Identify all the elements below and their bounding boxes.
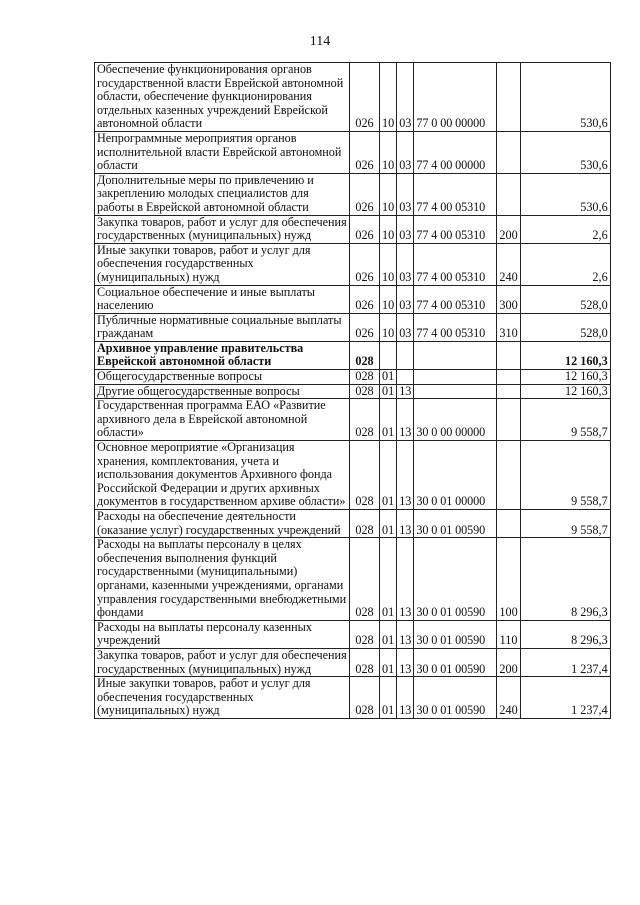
cell-expense-type — [497, 341, 520, 369]
cell-subsection: 03 — [397, 173, 414, 215]
cell-section: 01 — [380, 677, 397, 719]
cell-section: 10 — [380, 313, 397, 341]
cell-expense-type: 240 — [497, 677, 520, 719]
cell-target-article: 30 0 01 00590 — [414, 620, 497, 648]
table-row — [95, 677, 611, 719]
cell-expense-type: 110 — [497, 620, 520, 648]
cell-subsection: 13 — [397, 620, 414, 648]
cell-amount: 2,6 — [520, 215, 610, 243]
cell-expense-type — [497, 173, 520, 215]
cell-name: Другие общегосударственные вопросы — [95, 384, 350, 399]
table-row — [95, 620, 611, 648]
cell-amount: 1 237,4 — [520, 648, 610, 676]
cell-amount: 8 296,3 — [520, 538, 610, 621]
cell-target-article: 77 0 00 00000 — [414, 63, 497, 132]
cell-amount: 1 237,4 — [520, 677, 610, 719]
cell-target-article — [414, 370, 497, 385]
cell-expense-type — [497, 63, 520, 132]
cell-name: Общегосударственные вопросы — [95, 370, 350, 385]
table-row — [95, 441, 611, 510]
cell-admin-code: 028 — [350, 441, 380, 510]
cell-admin-code: 028 — [350, 510, 380, 538]
cell-amount: 530,6 — [520, 173, 610, 215]
cell-target-article: 30 0 00 00000 — [414, 399, 497, 441]
cell-amount: 12 160,3 — [520, 384, 610, 399]
cell-subsection: 03 — [397, 313, 414, 341]
table-row — [95, 313, 611, 341]
table-row — [95, 215, 611, 243]
budget-table — [94, 62, 611, 719]
cell-target-article: 77 4 00 05310 — [414, 285, 497, 313]
cell-name: Архивное управление правительства Еврейской автономной области — [95, 341, 350, 369]
cell-target-article: 77 4 00 05310 — [414, 215, 497, 243]
cell-target-article — [414, 384, 497, 399]
cell-section — [380, 341, 397, 369]
cell-name: Закупка товаров, работ и услуг для обеспечения государственных (муниципальных) нужд — [95, 648, 350, 676]
cell-amount: 530,6 — [520, 131, 610, 173]
cell-admin-code: 026 — [350, 243, 380, 285]
cell-section: 01 — [380, 510, 397, 538]
cell-name: Государственная программа ЕАО «Развитие архивного дела в Еврейской автономной области» — [95, 399, 350, 441]
cell-section: 01 — [380, 648, 397, 676]
cell-name: Основное мероприятие «Организация хранения, комплектования, учета и использования документов Архивного фонда Российской Федерации и других архивных документов в государственном архиве области» — [95, 441, 350, 510]
cell-name: Закупка товаров, работ и услуг для обеспечения государственных (муниципальных) нужд — [95, 215, 350, 243]
cell-target-article: 77 4 00 05310 — [414, 243, 497, 285]
cell-amount: 12 160,3 — [520, 370, 610, 385]
cell-amount: 8 296,3 — [520, 620, 610, 648]
cell-expense-type — [497, 131, 520, 173]
cell-subsection: 03 — [397, 243, 414, 285]
cell-admin-code: 028 — [350, 648, 380, 676]
cell-expense-type: 300 — [497, 285, 520, 313]
cell-section: 01 — [380, 399, 397, 441]
cell-expense-type — [497, 370, 520, 385]
cell-admin-code: 026 — [350, 285, 380, 313]
cell-name: Дополнительные меры по привлечению и закреплению молодых специалистов для работы в Еврейской автономной области — [95, 173, 350, 215]
cell-name: Непрограммные мероприятия органов исполнительной власти Еврейской автономной области — [95, 131, 350, 173]
table-row — [95, 341, 611, 369]
cell-name: Иные закупки товаров, работ и услуг для обеспечения государственных (муниципальных) нужд — [95, 243, 350, 285]
table-row — [95, 399, 611, 441]
page-number: 114 — [309, 34, 331, 49]
cell-section: 01 — [380, 384, 397, 399]
cell-name: Социальное обеспечение и иные выплаты населению — [95, 285, 350, 313]
cell-admin-code: 028 — [350, 370, 380, 385]
cell-name: Расходы на обеспечение деятельности (оказание услуг) государственных учреждений — [95, 510, 350, 538]
cell-name: Расходы на выплаты персоналу казенных учреждений — [95, 620, 350, 648]
cell-subsection: 13 — [397, 384, 414, 399]
cell-subsection: 13 — [397, 677, 414, 719]
cell-amount: 9 558,7 — [520, 510, 610, 538]
table-row — [95, 285, 611, 313]
cell-subsection — [397, 370, 414, 385]
table-row — [95, 63, 611, 132]
cell-target-article: 77 4 00 05310 — [414, 173, 497, 215]
cell-section: 10 — [380, 63, 397, 132]
cell-amount: 9 558,7 — [520, 399, 610, 441]
cell-admin-code: 026 — [350, 215, 380, 243]
table-row — [95, 243, 611, 285]
cell-expense-type: 310 — [497, 313, 520, 341]
cell-admin-code: 028 — [350, 677, 380, 719]
cell-section: 01 — [380, 620, 397, 648]
cell-section: 01 — [380, 441, 397, 510]
table-row — [95, 173, 611, 215]
cell-expense-type — [497, 384, 520, 399]
cell-name: Иные закупки товаров, работ и услуг для обеспечения государственных (муниципальных) нужд — [95, 677, 350, 719]
cell-admin-code: 028 — [350, 538, 380, 621]
cell-target-article: 30 0 01 00000 — [414, 441, 497, 510]
cell-section: 10 — [380, 131, 397, 173]
cell-subsection: 03 — [397, 285, 414, 313]
cell-subsection: 13 — [397, 510, 414, 538]
cell-expense-type — [497, 399, 520, 441]
cell-expense-type: 200 — [497, 648, 520, 676]
cell-target-article: 30 0 01 00590 — [414, 510, 497, 538]
cell-subsection: 03 — [397, 63, 414, 132]
cell-admin-code: 028 — [350, 620, 380, 648]
cell-admin-code: 026 — [350, 131, 380, 173]
table-row — [95, 384, 611, 399]
cell-admin-code: 028 — [350, 399, 380, 441]
cell-expense-type — [497, 510, 520, 538]
cell-admin-code: 028 — [350, 341, 380, 369]
table-row — [95, 370, 611, 385]
cell-name: Обеспечение функционирования органов государственной власти Еврейской автономной области, обеспечение функционирования отдельных казенных учреждений Еврейской автономной области — [95, 63, 350, 132]
cell-target-article: 77 4 00 00000 — [414, 131, 497, 173]
cell-subsection: 03 — [397, 131, 414, 173]
cell-admin-code: 026 — [350, 313, 380, 341]
cell-admin-code: 026 — [350, 63, 380, 132]
cell-name: Публичные нормативные социальные выплаты гражданам — [95, 313, 350, 341]
cell-target-article: 30 0 01 00590 — [414, 538, 497, 621]
cell-target-article: 30 0 01 00590 — [414, 648, 497, 676]
cell-amount: 528,0 — [520, 285, 610, 313]
cell-section: 01 — [380, 538, 397, 621]
cell-expense-type: 100 — [497, 538, 520, 621]
cell-subsection: 13 — [397, 538, 414, 621]
cell-section: 01 — [380, 370, 397, 385]
cell-target-article: 30 0 01 00590 — [414, 677, 497, 719]
cell-section: 10 — [380, 243, 397, 285]
cell-target-article — [414, 341, 497, 369]
cell-expense-type — [497, 441, 520, 510]
cell-admin-code: 026 — [350, 173, 380, 215]
cell-amount: 530,6 — [520, 63, 610, 132]
cell-section: 10 — [380, 173, 397, 215]
cell-section: 10 — [380, 215, 397, 243]
cell-target-article: 77 4 00 05310 — [414, 313, 497, 341]
cell-section: 10 — [380, 285, 397, 313]
cell-subsection: 13 — [397, 399, 414, 441]
table-row — [95, 510, 611, 538]
cell-expense-type: 240 — [497, 243, 520, 285]
cell-subsection: 13 — [397, 441, 414, 510]
cell-amount: 9 558,7 — [520, 441, 610, 510]
cell-subsection: 13 — [397, 648, 414, 676]
cell-name: Расходы на выплаты персоналу в целях обеспечения выполнения функций государственными (муниципальными) органами, казенными учреждениями, органами управления государственными внебюджетными фондами — [95, 538, 350, 621]
table-row — [95, 131, 611, 173]
cell-amount: 2,6 — [520, 243, 610, 285]
cell-subsection: 03 — [397, 215, 414, 243]
cell-amount: 528,0 — [520, 313, 610, 341]
cell-subsection — [397, 341, 414, 369]
cell-expense-type: 200 — [497, 215, 520, 243]
cell-amount: 12 160,3 — [520, 341, 610, 369]
table-row — [95, 538, 611, 621]
cell-admin-code: 028 — [350, 384, 380, 399]
table-row — [95, 648, 611, 676]
